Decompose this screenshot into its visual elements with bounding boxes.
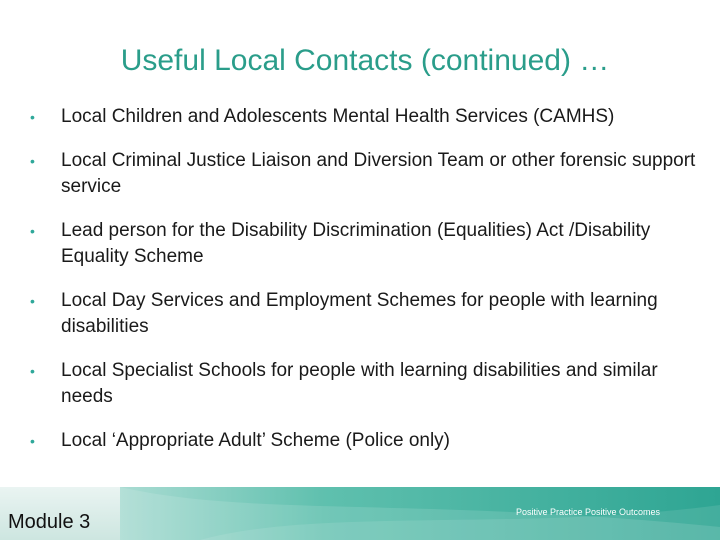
slide-title: Useful Local Contacts (continued) … <box>120 44 610 77</box>
bullet-icon: • <box>30 153 35 169</box>
bullet-text: Local Children and Adolescents Mental Health Services (CAMHS) <box>61 106 615 127</box>
module-panel <box>0 487 120 540</box>
bullet-text: Local Criminal Justice Liaison and Diversion Team or other forensic support service <box>61 150 696 197</box>
bullet-item <box>30 104 710 130</box>
bullet-icon: • <box>30 293 35 309</box>
bullet-text: Lead person for the Disability Discrimination (Equalities) Act /Disability Equality Scheme <box>61 220 651 267</box>
bullet-item <box>30 148 710 200</box>
bullet-item <box>30 288 710 340</box>
footer-band <box>0 487 720 540</box>
bullet-icon: • <box>30 223 35 239</box>
bullet-icon: • <box>30 433 35 449</box>
bullet-list <box>30 104 710 472</box>
bullet-text: Local ‘Appropriate Adult’ Scheme (Police only) <box>61 430 450 451</box>
bullet-text: Local Day Services and Employment Schemes for people with learning disabilities <box>61 290 658 337</box>
bullet-item <box>30 428 710 454</box>
bullet-text: Local Specialist Schools for people with learning disabilities and similar needs <box>61 360 658 407</box>
module-label: Module 3 <box>8 511 91 533</box>
bullet-icon: • <box>30 109 35 125</box>
bullet-item <box>30 358 710 410</box>
bullet-item <box>30 218 710 270</box>
bullet-icon: • <box>30 363 35 379</box>
footer-tagline: Positive Practice Positive Outcomes <box>516 507 661 517</box>
